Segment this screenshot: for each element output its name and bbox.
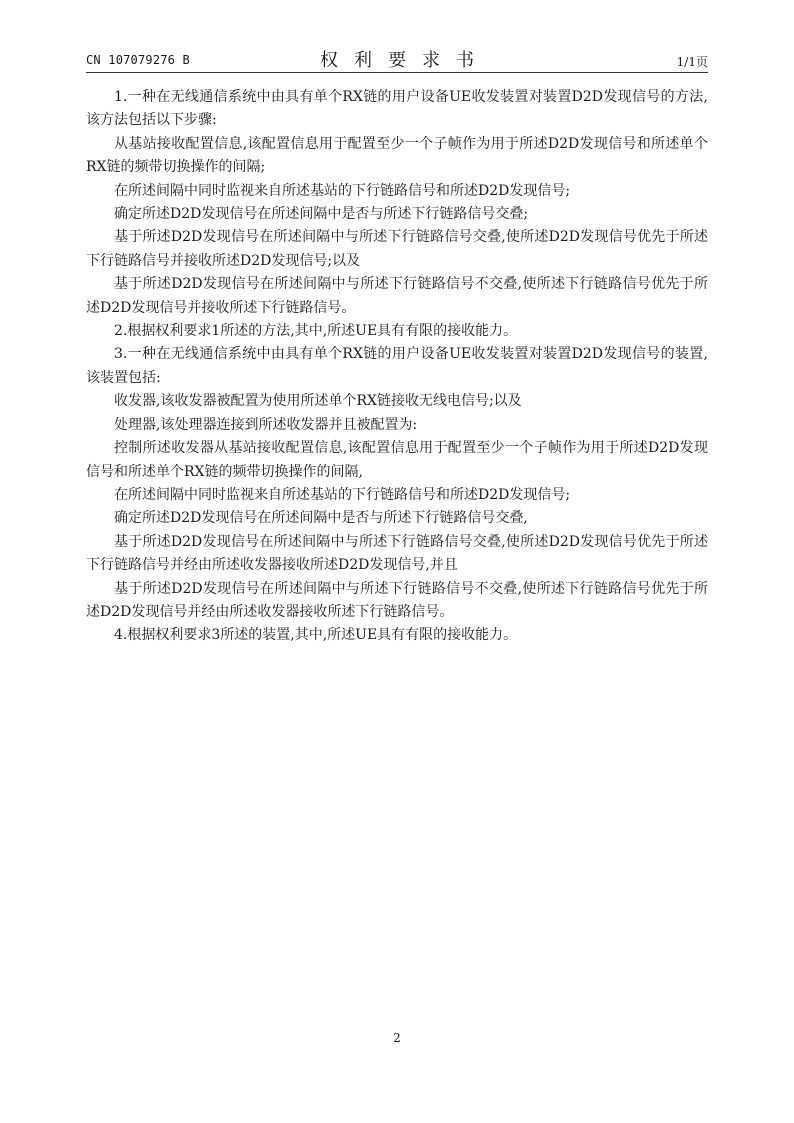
page-number: 2 <box>393 1031 401 1045</box>
claim-paragraph: 收发器,该收发器被配置为使用所述单个RX链接收无线电信号;以及 <box>114 393 522 410</box>
claim-paragraph: 基于所述D2D发现信号在所述间隔中与所述下行链路信号不交叠,使所述下行链路信号优先于所述D2D发现信号并接收所述下行链路信号。 <box>86 276 708 316</box>
claim-paragraph: 控制所述收发器从基站接收配置信息,该配置信息用于配置至少一个子帧作为用于所述D2D发现信号和所述单个RX链的频带切换操作的间隔, <box>86 440 708 480</box>
page-title: 权利要求书 <box>320 50 490 71</box>
claim-paragraph: 确定所述D2D发现信号在所述间隔中是否与所述下行链路信号交叠; <box>114 206 529 223</box>
claim-paragraph: 基于所述D2D发现信号在所述间隔中与所述下行链路信号不交叠,使所述下行链路信号优先于所述D2D发现信号并经由所述收发器接收所述下行链路信号。 <box>86 580 708 620</box>
claim-paragraph: 1.一种在无线通信系统中由具有单个RX链的用户设备UE收发装置对装置D2D发现信号的方法,该方法包括以下步骤: <box>86 89 708 129</box>
claim-paragraph: 3.一种在无线通信系统中由具有单个RX链的用户设备UE收发装置对装置D2D发现信号的装置,该装置包括: <box>86 346 708 386</box>
header-rule <box>86 72 708 73</box>
claim-paragraph: 在所述间隔中同时监视来自所述基站的下行链路信号和所述D2D发现信号; <box>114 486 571 503</box>
claim-paragraph: 确定所述D2D发现信号在所述间隔中是否与所述下行链路信号交叠, <box>114 510 528 527</box>
page-count: 1/1页 <box>676 55 708 69</box>
claims-body <box>86 86 708 648</box>
claim-paragraph: 在所述间隔中同时监视来自所述基站的下行链路信号和所述D2D发现信号; <box>114 182 571 199</box>
claim-paragraph: 处理器,该处理器连接到所述收发器并且被配置为: <box>114 416 418 433</box>
claim-paragraph: 2.根据权利要求1所述的方法,其中,所述UE具有有限的接收能力。 <box>114 323 518 340</box>
page-header <box>86 46 708 72</box>
claim-paragraph: 4.根据权利要求3所述的装置,其中,所述UE具有有限的接收能力。 <box>114 627 518 644</box>
claim-paragraph: 从基站接收配置信息,该配置信息用于配置至少一个子帧作为用于所述D2D发现信号和所述单个RX链的频带切换操作的间隔; <box>86 135 708 176</box>
patent-number: CN 107079276 B <box>86 53 190 67</box>
claim-paragraph: 基于所述D2D发现信号在所述间隔中与所述下行链路信号交叠,使所述D2D发现信号优先于所述下行链路信号并经由所述收发器接收所述D2D发现信号,并且 <box>86 533 708 574</box>
claim-paragraph: 基于所述D2D发现信号在所述间隔中与所述下行链路信号交叠,使所述D2D发现信号优先于所述下行链路信号并接收所述D2D发现信号;以及 <box>86 229 708 269</box>
